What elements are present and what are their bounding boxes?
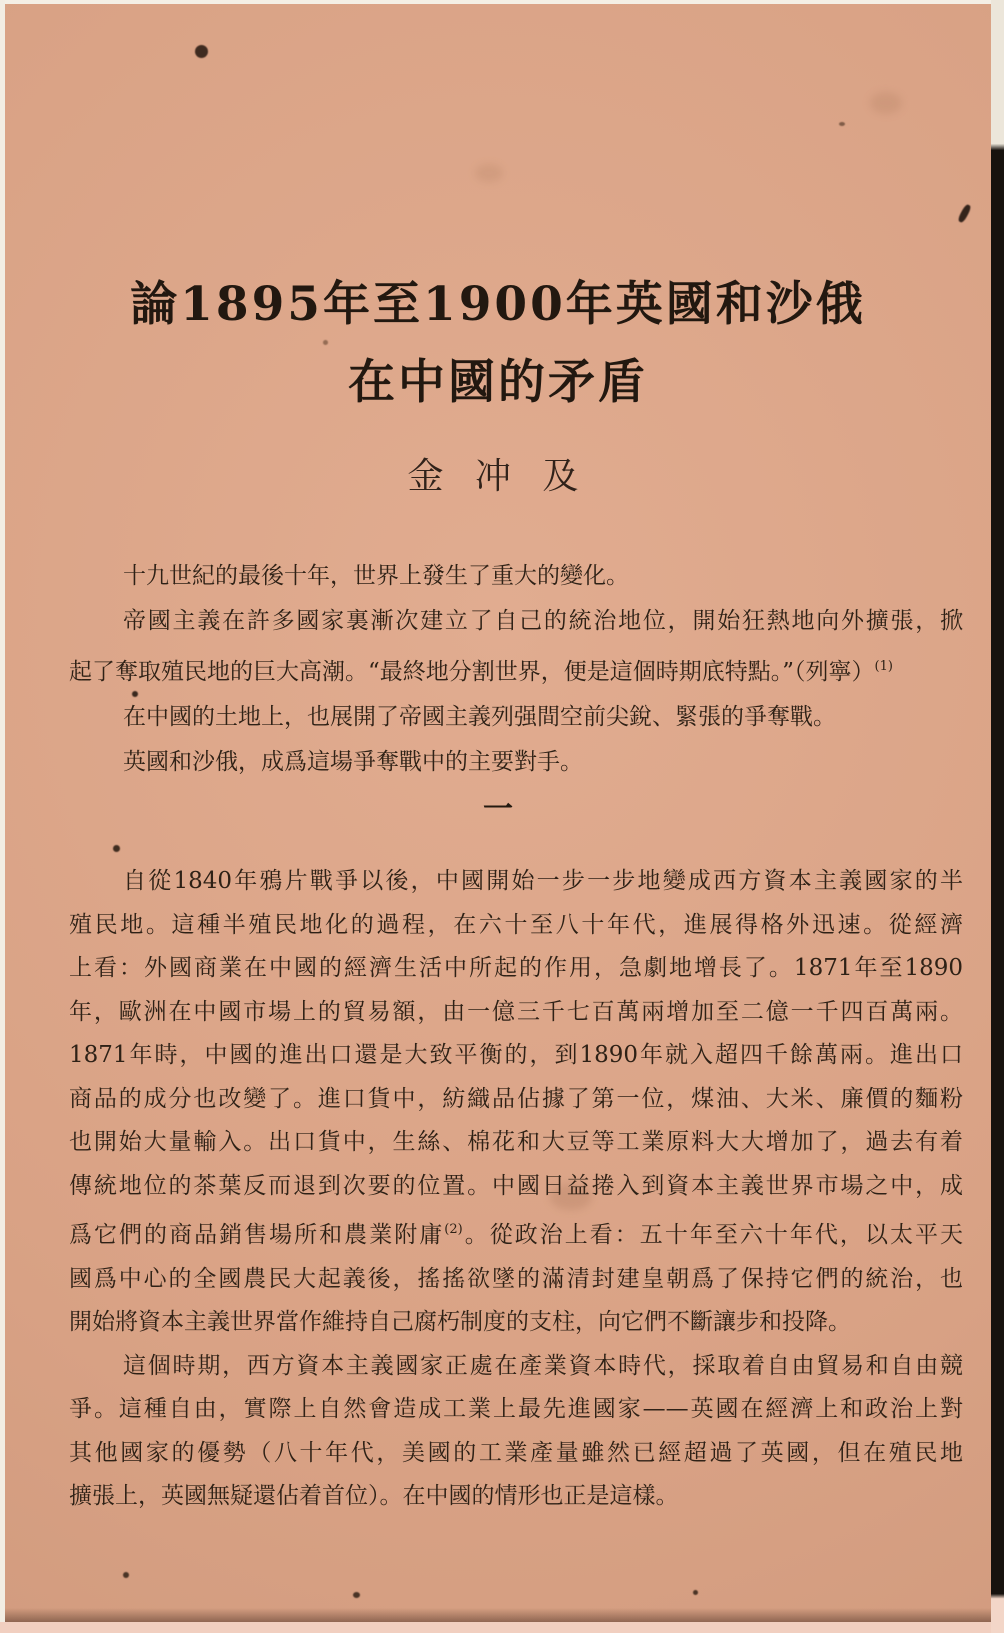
ink-speck [113, 845, 120, 852]
text-line: 在中國的土地上，也展開了帝國主義列强間空前尖銳、緊張的爭奪戰。 [123, 704, 837, 730]
ink-speck [195, 45, 208, 58]
text-line: 國爲中心的全國農民大起義後，搖搖欲墜的滿清封建皇朝爲了保持它們的統治，也 [69, 1265, 963, 1292]
text-line: 爲它們的商品銷售場所和農業附庸$^{(2)}$。從政治上看：五十年至六十年代，以太平天 [69, 1222, 964, 1248]
scan-edge-left [0, 0, 5, 1633]
text-line: 這個時期，西方資本主義國家正處在產業資本時代，採取着自由貿易和自由競 [123, 1352, 963, 1379]
footnote-ref: (2) [444, 1222, 463, 1237]
text-line: 1871年時，中國的進出口還是大致平衡的，到1890年就入超四千餘萬兩。進出口 [69, 1042, 963, 1068]
text-line: 開始將資本主義世界當作維持自己腐朽制度的支柱，向它們不斷讓步和投降。 [69, 1309, 851, 1335]
scan-edge-bottom [0, 1622, 991, 1633]
text-line: 上看：外國商業在中國的經濟生活中所起的作用，急劇地增長了。1871年至1890 [69, 955, 963, 981]
paper-stain [870, 92, 902, 114]
ink-speck [123, 1572, 129, 1578]
text-line: 傳統地位的茶葉反而退到次要的位置。中國日益捲入到資本主義世界市場之中，成 [69, 1172, 963, 1199]
text-line: 也開始大量輸入。出口貨中，生絲、棉花和大豆等工業原料大大增加了，過去有着 [69, 1129, 963, 1155]
ink-speck [353, 1592, 360, 1598]
text-line: 自從1840年鴉片戰爭以後，中國開始一步一步地變成西方資本主義國家的半 [123, 868, 963, 894]
title-line-1: 論1895年至1900年英國和沙俄 [130, 277, 866, 332]
text-line: 爭。這種自由，實際上自然會造成工業上最先進國家——英國在經濟上和政治上對 [69, 1396, 963, 1422]
scan-edge-top [0, 0, 1004, 4]
scan-edge-right [991, 0, 1004, 1633]
ink-speck [839, 122, 845, 126]
text-line: 商品的成分也改變了。進口貨中，紡織品佔據了第一位，煤油、大米、廉價的麵粉 [69, 1085, 963, 1112]
text-line: 殖民地。這種半殖民地化的過程，在六十至八十年代，進展得格外迅速。從經濟 [69, 911, 963, 938]
text-line: 擴張上，英國無疑還佔着首位）。在中國的情形也正是這樣。 [69, 1483, 679, 1509]
article-title [5, 266, 991, 422]
text-line: 其他國家的優勢（八十年代，美國的工業產量雖然已經超過了英國，但在殖民地 [69, 1439, 963, 1466]
ink-speck [693, 1590, 698, 1595]
footnote-ref: (1) [874, 659, 893, 674]
page-paper [5, 4, 991, 1622]
text-line: 英國和沙俄，成爲這場爭奪戰中的主要對手。 [123, 749, 584, 775]
ink-speck [957, 203, 972, 223]
title-line-2: 在中國的矛盾 [348, 355, 648, 410]
author-name: 金 冲 及 [407, 456, 589, 497]
text-line: 帝國主義在許多國家裏漸次建立了自己的統治地位，開始狂熱地向外擴張，掀 [123, 608, 963, 634]
body-paragraphs [69, 860, 963, 1519]
paper-stain [475, 164, 503, 182]
text-line: 十九世紀的最後十年，世界上發生了重大的變化。 [123, 563, 630, 589]
text-line: 年，歐洲在中國市場上的貿易額，由一億三千七百萬兩增加至二億一千四百萬兩。 [69, 998, 963, 1025]
section-one-marker: 一 [483, 792, 513, 827]
text-line: 起了奪取殖民地的巨大高潮。“最終地分割世界，便是這個時期底特點。”（列寧）$^{(1)}$ [69, 659, 893, 685]
intro-paragraphs [69, 554, 963, 785]
